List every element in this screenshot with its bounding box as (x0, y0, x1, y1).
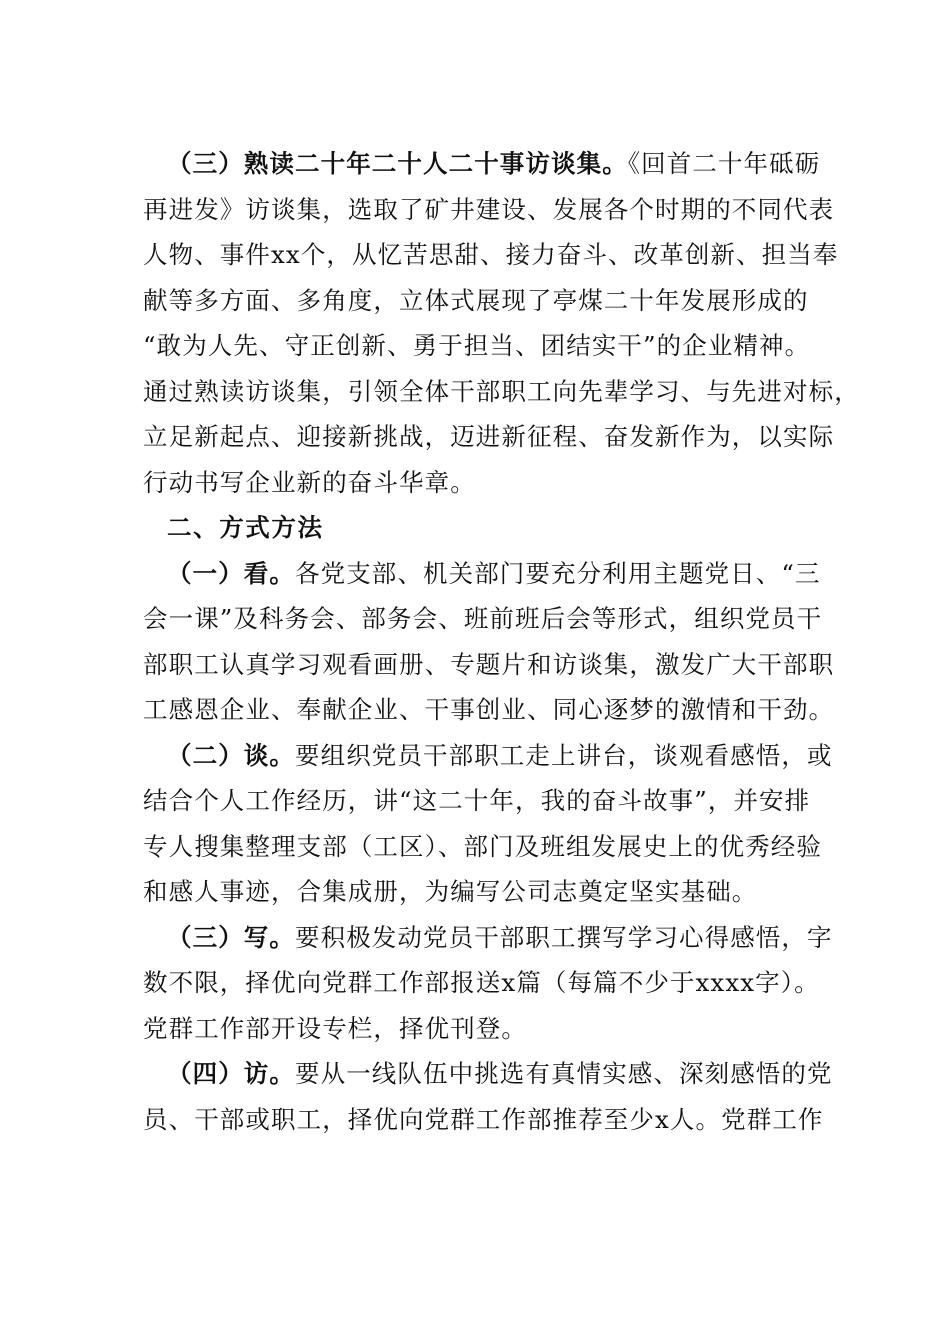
paragraph-text: 各党支部、机关部门要充分利用主题党日、“三 (295, 558, 821, 588)
paragraph-line: 和感人事迹，合集成册，为编写公司志奠定坚实基础。 (143, 877, 758, 906)
document-body (143, 141, 860, 1142)
paragraph-line (143, 1051, 843, 1097)
paragraph-lead: （三）熟读二十年二十人二十事访谈集。 (167, 149, 628, 178)
paragraph-line: 数不限，择优向党群工作部报送x篇（每篇不少于xxxx字）。 (143, 968, 820, 997)
paragraph-line: 部职工认真学习观看画册、专题片和访谈集，激发广大干部职 (143, 649, 835, 679)
paragraph-line: 工感恩企业、奉献企业、干事创业、同心逐梦的激情和干劲。 (143, 695, 835, 724)
paragraph-method-talk (143, 733, 843, 915)
paragraph-method-write (143, 915, 843, 1052)
paragraph-line: 立足新起点、迎接新挑战，迈进新征程、奋发新作为，以实际 (143, 422, 835, 451)
paragraph-text: 要积极发动党员干部职工撰写学习心得感悟，字 (295, 922, 833, 952)
paragraph-line (143, 141, 843, 187)
paragraph-lead: （四）访。 (167, 1059, 295, 1088)
paragraph-line: 通过熟读访谈集，引领全体干部职工向先辈学习、与先进对标， (143, 376, 860, 406)
paragraph-line (143, 551, 843, 597)
paragraph-lead: （三）写。 (167, 922, 295, 952)
paragraph-line: “敢为人先、守正创新、勇于担当、团结实干”的企业精神。 (143, 331, 811, 360)
paragraph-method-interview (143, 1051, 843, 1142)
paragraph-text: 要从一线队伍中挑选有真情实感、深刻感悟的党 (295, 1059, 833, 1088)
paragraph-line (143, 915, 843, 961)
paragraph-line: 人物、事件xx个，从忆苦思甜、接力奋斗、改革创新、担当奉 (143, 240, 839, 269)
paragraph-section3 (143, 141, 860, 505)
paragraph-line: 党群工作部开设专栏，择优刊登。 (143, 1013, 527, 1043)
paragraph-line: 行动书写企业新的奋斗华章。 (143, 467, 476, 497)
paragraph-lead: （二）谈。 (167, 740, 295, 770)
paragraph-line: 专人搜集整理支部（工区）、部门及班组发展史上的优秀经验 (143, 831, 822, 861)
paragraph-method-watch (143, 551, 843, 733)
paragraph-line: 献等多方面、多角度，立体式展现了亭煤二十年发展形成的 (143, 285, 809, 315)
paragraph-line (143, 733, 843, 779)
paragraph-line: 员、干部或职工，择优向党群工作部推荐至少x人。党群工作 (143, 1104, 824, 1134)
paragraph-line: 再进发》访谈集，选取了矿井建设、发展各个时期的不同代表 (143, 194, 835, 224)
section-heading: 二、方式方法 (167, 513, 324, 542)
paragraph-text: 《回首二十年砥砺 (627, 149, 821, 178)
paragraph-line: 会一课”及科务会、部务会、班前班后会等形式，组织党员干 (143, 604, 823, 633)
paragraph-text: 要组织党员干部职工走上讲台，谈观看感悟，或 (295, 740, 833, 770)
paragraph-lead: （一）看。 (167, 558, 295, 588)
paragraph-line: 结合个人工作经历，讲“这二十年，我的奋斗故事”，并安排 (143, 786, 811, 815)
